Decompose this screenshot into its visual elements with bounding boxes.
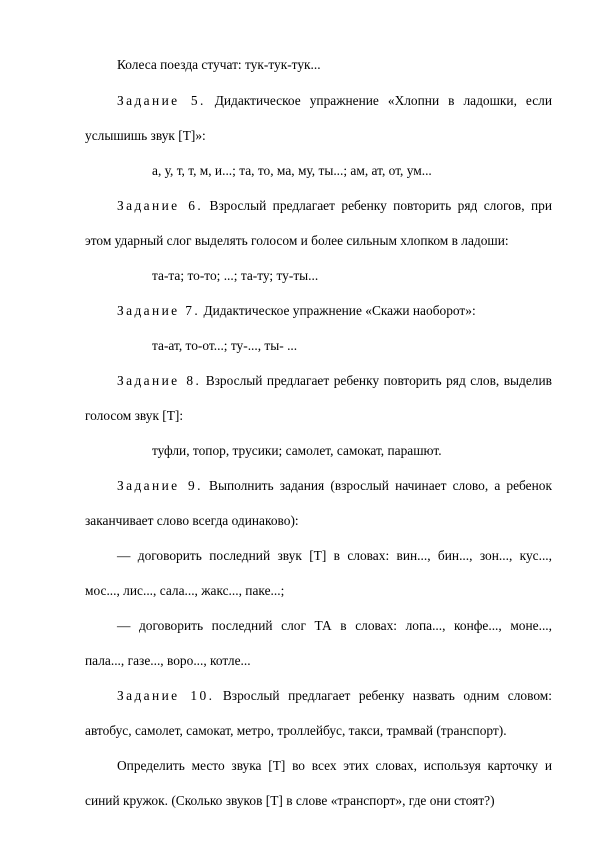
task7-example: та-ат, то-от...; ту-..., ты- ...: [152, 338, 298, 353]
final-line2: синий кружок. (Сколько звуков [Т] в слове «транспорт», где они стоят?): [85, 793, 495, 808]
task5-line2: услышишь звук [Т]»:: [85, 128, 206, 143]
task10-line2: автобус, самолет, самокат, метро, троллейбус, такси, трамвай (транспорт).: [85, 723, 507, 738]
task6-label: Задание 6.: [117, 198, 204, 213]
task9-label: Задание 9.: [117, 478, 203, 493]
task9-bullet2-text: — договорить последний слог ТА в словах: лопа..., конфе..., моне...,: [117, 618, 552, 633]
task6-example: та-та; то-то; ...; та-ту; ту-ты...: [152, 268, 319, 283]
task6-line2: этом ударный слог выделять голосом и более сильным хлопком в ладоши:: [85, 233, 509, 248]
task5-line1: [85, 93, 552, 109]
task7-label: Задание 7.: [117, 303, 201, 318]
task9-bullet1-text: — договорить последний звук [Т] в словах: вин..., бин..., зон..., кус...,: [117, 548, 552, 563]
task5-example: а, у, т, т, м, и...; та, то, ма, му, ты...; ам, ат, от, ум...: [152, 163, 432, 178]
task9-line1: [85, 478, 552, 494]
task9-bullet2-line2: пала..., газе..., воро..., котле...: [85, 653, 251, 668]
task5-label: Задание 5.: [117, 93, 206, 108]
intro-line: Колеса поезда стучат: тук-тук-тук...: [117, 57, 321, 72]
task8-line2: голосом звук [Т]:: [85, 408, 184, 423]
task9-bullet2-line1: [85, 618, 552, 634]
task6-line1: [85, 198, 552, 214]
task7-line1: [117, 303, 476, 319]
task8-label: Задание 8.: [117, 373, 202, 388]
task5-text: Дидактическое упражнение «Хлопни в ладошки, если: [214, 93, 552, 108]
task9-bullet1-line1: [85, 548, 552, 564]
final-text: Определить место звука [Т] во всех этих словах, используя карточку и: [117, 758, 552, 773]
task8-example: туфли, топор, трусики; самолет, самокат, парашют.: [152, 443, 442, 458]
task7-text: Дидактическое упражнение «Скажи наоборот»:: [203, 303, 476, 318]
task9-text: Выполнить задания (взрослый начинает слово, а ребенок: [209, 478, 552, 493]
task10-text: Взрослый предлагает ребенку назвать одним словом:: [222, 688, 552, 703]
task9-line2: заканчивает слово всегда одинаково):: [85, 513, 299, 528]
task10-line1: [85, 688, 552, 704]
task10-label: Задание 10.: [117, 688, 215, 703]
final-line1: [85, 758, 552, 774]
task9-bullet1-line2: мос..., лис..., сала..., жакс..., паке...;: [85, 583, 285, 598]
task8-line1: [85, 373, 552, 389]
task8-text: Взрослый предлагает ребенку повторить ряд слов, выделив: [205, 373, 552, 388]
task6-text: Взрослый предлагает ребенку повторить ряд слогов, при: [209, 198, 552, 213]
